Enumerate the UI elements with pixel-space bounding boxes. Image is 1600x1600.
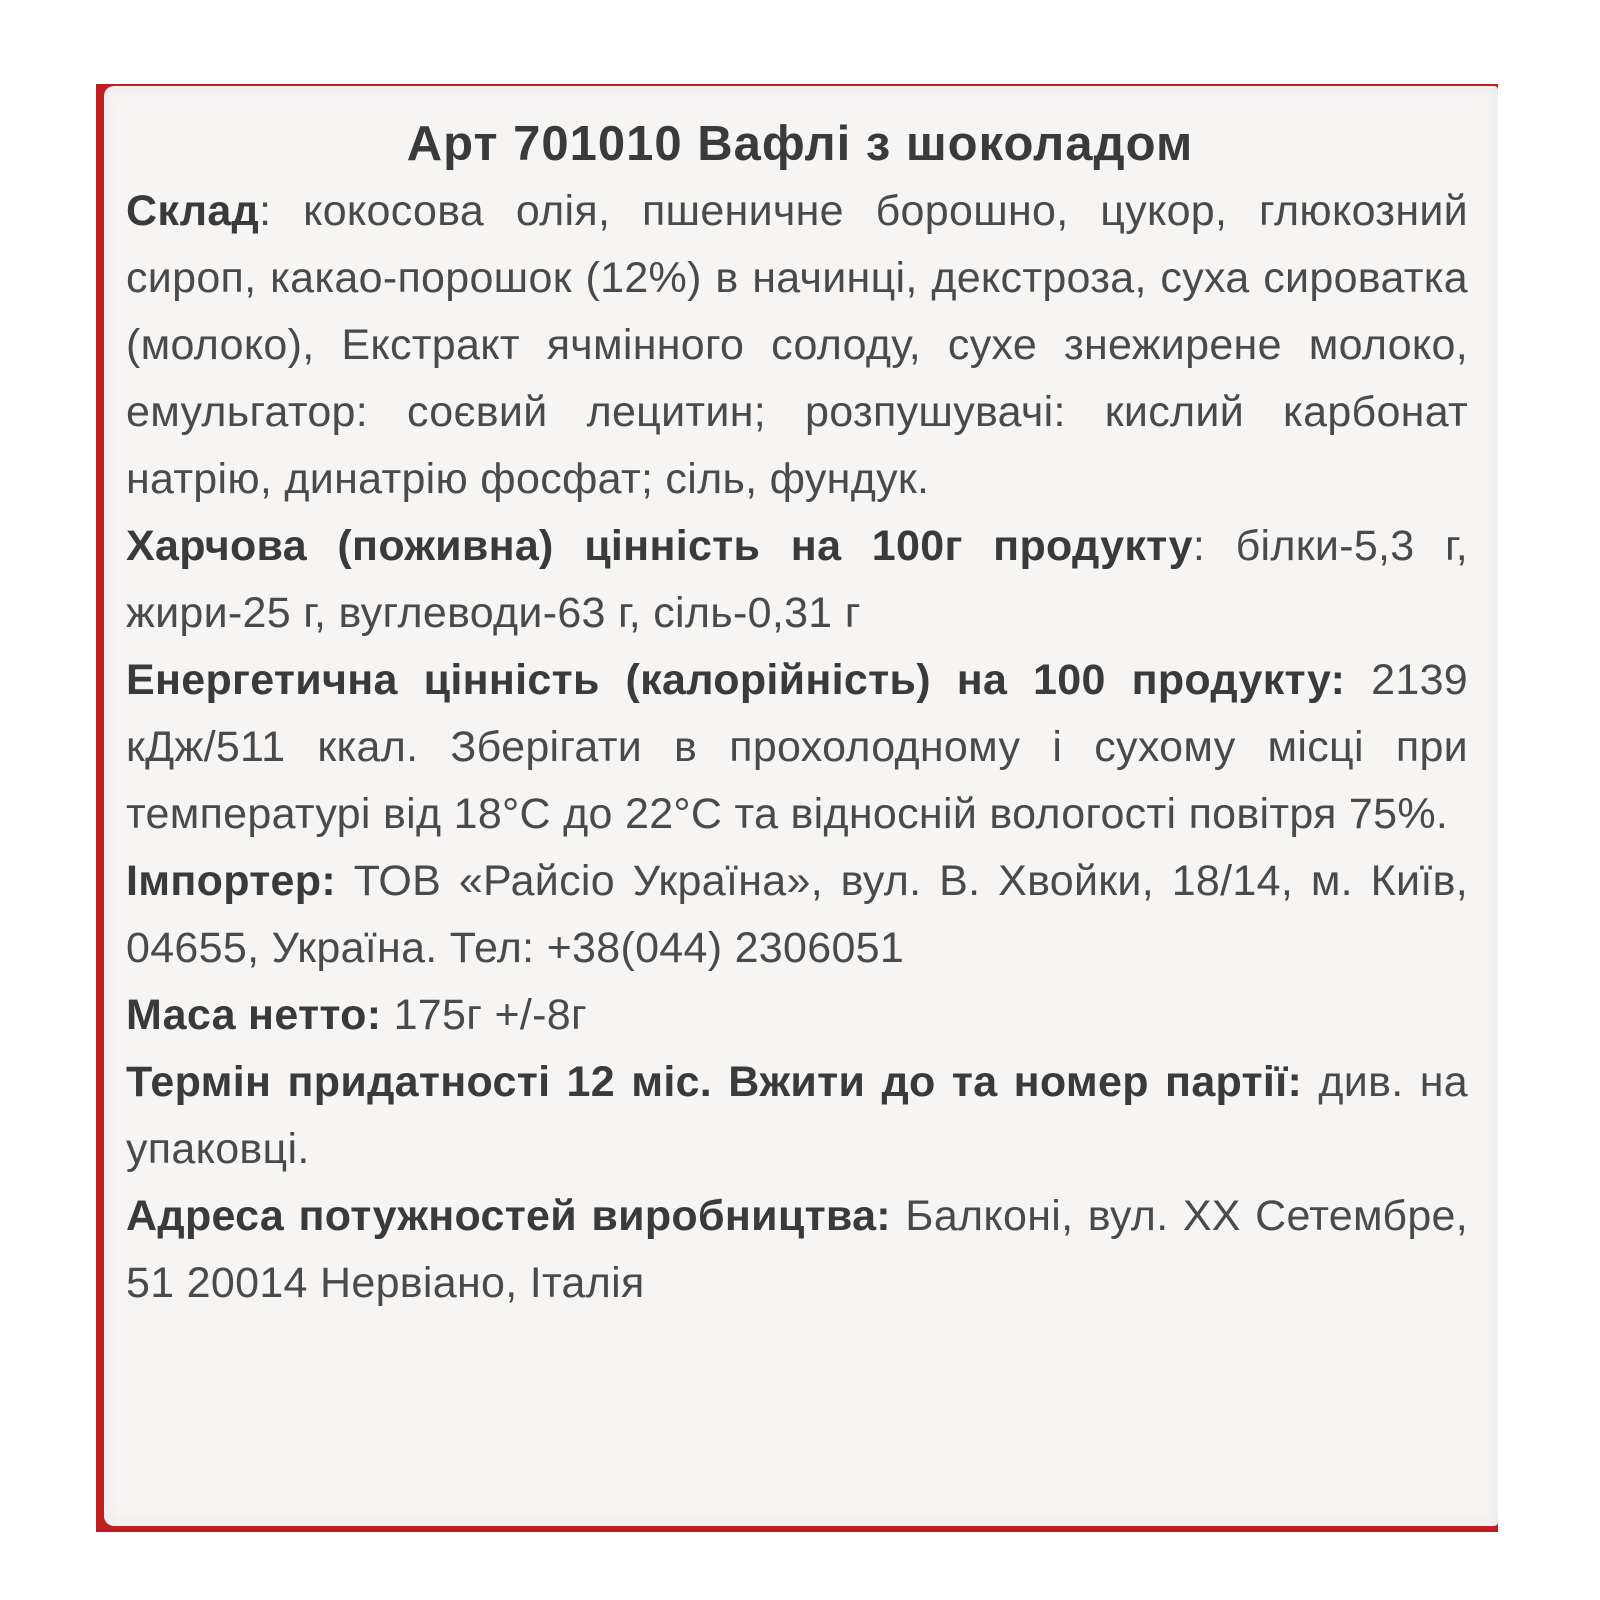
net-weight-label: Маса нетто: [126,991,382,1039]
shelf-life-text: див. на упаковці. [126,1058,1468,1173]
composition-paragraph [126,178,1468,513]
shelf-life-paragraph [126,1049,1468,1183]
net-weight-text: 175г +/-8г [381,991,587,1039]
energy-paragraph [126,647,1468,848]
production-address-label: Адреса потужностей виробництва: [126,1192,891,1240]
shelf-life-label: Термін придатності 12 міс. Вжити до та номер партії: [126,1058,1303,1106]
nutrition-paragraph [126,513,1468,647]
importer-paragraph [126,848,1468,982]
label-body [126,178,1468,1317]
production-address-paragraph [126,1183,1468,1317]
composition-text: : кокосова олія, пшеничне борошно, цукор, глюкозний сироп, какао-порошок (12%) в начинці, декстроза, суха сироватка (молоко), Екстракт ячмінного солоду, сухе знежирене молоко, емульгатор: соєвий лецитин; розпушувачі: кислий карбонат натрію, динатрію фосфат; сіль, фундук. [126,187,1468,503]
net-weight-paragraph [126,982,1468,1049]
importer-label: Імпортер: [126,857,336,905]
product-title: Арт 701010 Вафлі з шоколадом [406,117,1194,171]
nutrition-text: : білки-5,3 г, жири-25 г, вуглеводи-63 г, сіль-0,31 г [126,522,1468,637]
energy-label: Енергетична цінність (калорійність) на 100 продукту: [126,656,1346,704]
production-address-text: Балконі, вул. XX Сетембре, 51 20014 Нервіано, Італія [126,1192,1468,1307]
nutrition-label: Харчова (поживна) цінність на 100г продукту [126,522,1193,570]
composition-label: Склад [126,187,260,235]
importer-text: ТОВ «Райсіо Україна», вул. В. Хвойки, 18/14, м. Київ, 04655, Україна. Тел: +38(044) 2306051 [126,857,1468,972]
energy-text: 2139 кДж/511 ккал. Зберігати в прохолодному і сухому місці при температурі від 18°С до 22°С та відносній вологості повітря 75%. [126,656,1468,838]
